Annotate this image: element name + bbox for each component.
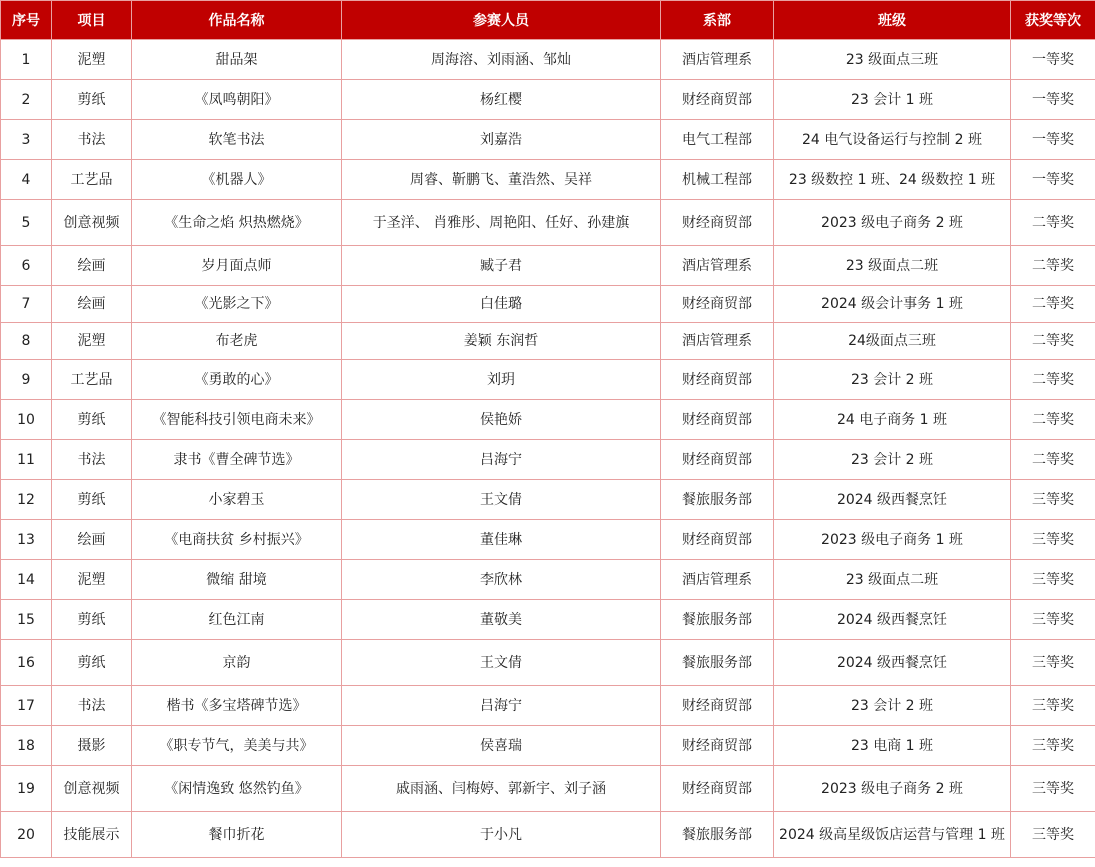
cell-department: 餐旅服务部	[661, 480, 774, 520]
cell-participants: 王文倩	[342, 640, 661, 686]
cell-class: 23 级面点二班	[774, 560, 1011, 600]
table-row	[1, 440, 1095, 480]
table-row	[1, 400, 1095, 440]
cell-index: 7	[1, 286, 52, 323]
cell-award-level: 一等奖	[1011, 120, 1095, 160]
cell-category: 摄影	[52, 726, 132, 766]
table-row	[1, 726, 1095, 766]
cell-work-title: 楷书《多宝塔碑节选》	[132, 686, 342, 726]
cell-work-title: 红色江南	[132, 600, 342, 640]
cell-category: 工艺品	[52, 360, 132, 400]
table-row	[1, 40, 1095, 80]
cell-award-level: 三等奖	[1011, 520, 1095, 560]
cell-department: 财经商贸部	[661, 286, 774, 323]
cell-department: 财经商贸部	[661, 520, 774, 560]
table-row	[1, 812, 1095, 858]
table-row	[1, 640, 1095, 686]
cell-class: 24级面点三班	[774, 323, 1011, 360]
cell-category: 剪纸	[52, 400, 132, 440]
cell-award-level: 二等奖	[1011, 400, 1095, 440]
cell-class: 23 会计 2 班	[774, 686, 1011, 726]
cell-class: 2024 级西餐烹饪	[774, 640, 1011, 686]
cell-participants: 于圣洋、 肖雅彤、周艳阳、任好、孙建旗	[342, 200, 661, 246]
cell-award-level: 二等奖	[1011, 323, 1095, 360]
cell-category: 泥塑	[52, 560, 132, 600]
cell-index: 11	[1, 440, 52, 480]
cell-work-title: 《职专节气，美美与共》	[132, 726, 342, 766]
cell-class: 2023 级电子商务 2 班	[774, 766, 1011, 812]
cell-award-level: 三等奖	[1011, 812, 1095, 858]
table-row	[1, 560, 1095, 600]
cell-department: 餐旅服务部	[661, 600, 774, 640]
cell-class: 2024 级会计事务 1 班	[774, 286, 1011, 323]
cell-class: 23 级面点二班	[774, 246, 1011, 286]
table-row	[1, 200, 1095, 246]
cell-index: 4	[1, 160, 52, 200]
header-department: 系部	[661, 1, 774, 40]
cell-award-level: 三等奖	[1011, 640, 1095, 686]
cell-class: 23 级数控 1 班、24 级数控 1 班	[774, 160, 1011, 200]
cell-participants: 姜颖 东润哲	[342, 323, 661, 360]
table-row	[1, 766, 1095, 812]
cell-work-title: 《智能科技引领电商未来》	[132, 400, 342, 440]
cell-work-title: 《电商扶贫 乡村振兴》	[132, 520, 342, 560]
cell-participants: 臧子君	[342, 246, 661, 286]
cell-award-level: 三等奖	[1011, 600, 1095, 640]
cell-index: 1	[1, 40, 52, 80]
cell-class: 2023 级电子商务 1 班	[774, 520, 1011, 560]
cell-index: 9	[1, 360, 52, 400]
cell-category: 创意视频	[52, 766, 132, 812]
cell-department: 酒店管理系	[661, 40, 774, 80]
cell-department: 财经商贸部	[661, 80, 774, 120]
cell-award-level: 二等奖	[1011, 200, 1095, 246]
table-row	[1, 600, 1095, 640]
cell-index: 19	[1, 766, 52, 812]
cell-work-title: 软笔书法	[132, 120, 342, 160]
cell-category: 书法	[52, 440, 132, 480]
cell-department: 酒店管理系	[661, 323, 774, 360]
table-row	[1, 120, 1095, 160]
cell-class: 24 电气设备运行与控制 2 班	[774, 120, 1011, 160]
cell-participants: 于小凡	[342, 812, 661, 858]
cell-index: 15	[1, 600, 52, 640]
cell-department: 餐旅服务部	[661, 640, 774, 686]
table-body	[1, 40, 1095, 858]
cell-department: 财经商贸部	[661, 400, 774, 440]
cell-category: 创意视频	[52, 200, 132, 246]
cell-index: 8	[1, 323, 52, 360]
cell-index: 12	[1, 480, 52, 520]
header-class: 班级	[774, 1, 1011, 40]
cell-class: 23 会计 2 班	[774, 440, 1011, 480]
cell-work-title: 甜品架	[132, 40, 342, 80]
cell-department: 机械工程部	[661, 160, 774, 200]
header-work-title: 作品名称	[132, 1, 342, 40]
cell-class: 23 会计 1 班	[774, 80, 1011, 120]
cell-award-level: 二等奖	[1011, 440, 1095, 480]
cell-category: 绘画	[52, 246, 132, 286]
cell-participants: 王文倩	[342, 480, 661, 520]
cell-participants: 侯喜瑞	[342, 726, 661, 766]
table-row	[1, 80, 1095, 120]
table-row	[1, 286, 1095, 323]
cell-award-level: 三等奖	[1011, 726, 1095, 766]
cell-award-level: 三等奖	[1011, 766, 1095, 812]
cell-department: 财经商贸部	[661, 686, 774, 726]
cell-participants: 杨红樱	[342, 80, 661, 120]
table-row	[1, 520, 1095, 560]
cell-index: 2	[1, 80, 52, 120]
cell-work-title: 《生命之焰 炽热燃烧》	[132, 200, 342, 246]
cell-class: 2024 级西餐烹饪	[774, 600, 1011, 640]
cell-index: 10	[1, 400, 52, 440]
cell-department: 餐旅服务部	[661, 812, 774, 858]
cell-category: 工艺品	[52, 160, 132, 200]
table-row	[1, 480, 1095, 520]
cell-department: 电气工程部	[661, 120, 774, 160]
table-row	[1, 360, 1095, 400]
cell-category: 书法	[52, 120, 132, 160]
cell-work-title: 岁月面点师	[132, 246, 342, 286]
cell-department: 财经商贸部	[661, 440, 774, 480]
cell-index: 14	[1, 560, 52, 600]
cell-work-title: 小家碧玉	[132, 480, 342, 520]
cell-award-level: 一等奖	[1011, 40, 1095, 80]
cell-award-level: 二等奖	[1011, 360, 1095, 400]
cell-index: 18	[1, 726, 52, 766]
cell-award-level: 三等奖	[1011, 686, 1095, 726]
cell-work-title: 《闲情逸致 悠然钓鱼》	[132, 766, 342, 812]
cell-participants: 刘玥	[342, 360, 661, 400]
cell-index: 6	[1, 246, 52, 286]
cell-award-level: 三等奖	[1011, 560, 1095, 600]
cell-work-title: 京韵	[132, 640, 342, 686]
cell-class: 23 电商 1 班	[774, 726, 1011, 766]
cell-index: 13	[1, 520, 52, 560]
cell-category: 剪纸	[52, 80, 132, 120]
cell-participants: 董佳琳	[342, 520, 661, 560]
cell-work-title: 隶书《曹全碑节选》	[132, 440, 342, 480]
cell-participants: 戚雨涵、闫梅婷、郭新宇、刘子涵	[342, 766, 661, 812]
cell-category: 绘画	[52, 520, 132, 560]
cell-participants: 刘嘉浩	[342, 120, 661, 160]
cell-department: 财经商贸部	[661, 360, 774, 400]
cell-index: 17	[1, 686, 52, 726]
table-row	[1, 323, 1095, 360]
cell-participants: 周海溶、刘雨涵、邹灿	[342, 40, 661, 80]
cell-award-level: 二等奖	[1011, 286, 1095, 323]
cell-participants: 侯艳娇	[342, 400, 661, 440]
cell-award-level: 一等奖	[1011, 160, 1095, 200]
table-row	[1, 246, 1095, 286]
header-index: 序号	[1, 1, 52, 40]
cell-work-title: 餐巾折花	[132, 812, 342, 858]
cell-category: 剪纸	[52, 480, 132, 520]
cell-category: 剪纸	[52, 640, 132, 686]
cell-work-title: 《勇敢的心》	[132, 360, 342, 400]
cell-participants: 白佳璐	[342, 286, 661, 323]
cell-category: 泥塑	[52, 323, 132, 360]
cell-index: 5	[1, 200, 52, 246]
cell-department: 财经商贸部	[661, 726, 774, 766]
cell-class: 2024 级西餐烹饪	[774, 480, 1011, 520]
cell-index: 16	[1, 640, 52, 686]
cell-work-title: 《凤鸣朝阳》	[132, 80, 342, 120]
table-row	[1, 160, 1095, 200]
cell-work-title: 《机器人》	[132, 160, 342, 200]
header-award-level: 获奖等次	[1011, 1, 1095, 40]
cell-class: 23 级面点三班	[774, 40, 1011, 80]
header-row	[1, 1, 1095, 40]
cell-department: 财经商贸部	[661, 766, 774, 812]
cell-class: 2024 级高星级饭店运营与管理 1 班	[774, 812, 1011, 858]
header-participants: 参赛人员	[342, 1, 661, 40]
cell-participants: 董敬美	[342, 600, 661, 640]
cell-department: 酒店管理系	[661, 246, 774, 286]
cell-participants: 吕海宁	[342, 440, 661, 480]
cell-class: 2023 级电子商务 2 班	[774, 200, 1011, 246]
cell-award-level: 二等奖	[1011, 246, 1095, 286]
cell-work-title: 布老虎	[132, 323, 342, 360]
cell-work-title: 微缩 甜境	[132, 560, 342, 600]
cell-index: 20	[1, 812, 52, 858]
cell-participants: 吕海宁	[342, 686, 661, 726]
cell-class: 24 电子商务 1 班	[774, 400, 1011, 440]
cell-department: 酒店管理系	[661, 560, 774, 600]
cell-category: 书法	[52, 686, 132, 726]
cell-class: 23 会计 2 班	[774, 360, 1011, 400]
cell-participants: 周睿、靳鹏飞、董浩然、吴祥	[342, 160, 661, 200]
cell-category: 技能展示	[52, 812, 132, 858]
cell-work-title: 《光影之下》	[132, 286, 342, 323]
cell-participants: 李欣林	[342, 560, 661, 600]
cell-category: 绘画	[52, 286, 132, 323]
cell-award-level: 三等奖	[1011, 480, 1095, 520]
header-category: 项目	[52, 1, 132, 40]
cell-category: 泥塑	[52, 40, 132, 80]
cell-category: 剪纸	[52, 600, 132, 640]
cell-department: 财经商贸部	[661, 200, 774, 246]
table-row	[1, 686, 1095, 726]
cell-index: 3	[1, 120, 52, 160]
cell-award-level: 一等奖	[1011, 80, 1095, 120]
